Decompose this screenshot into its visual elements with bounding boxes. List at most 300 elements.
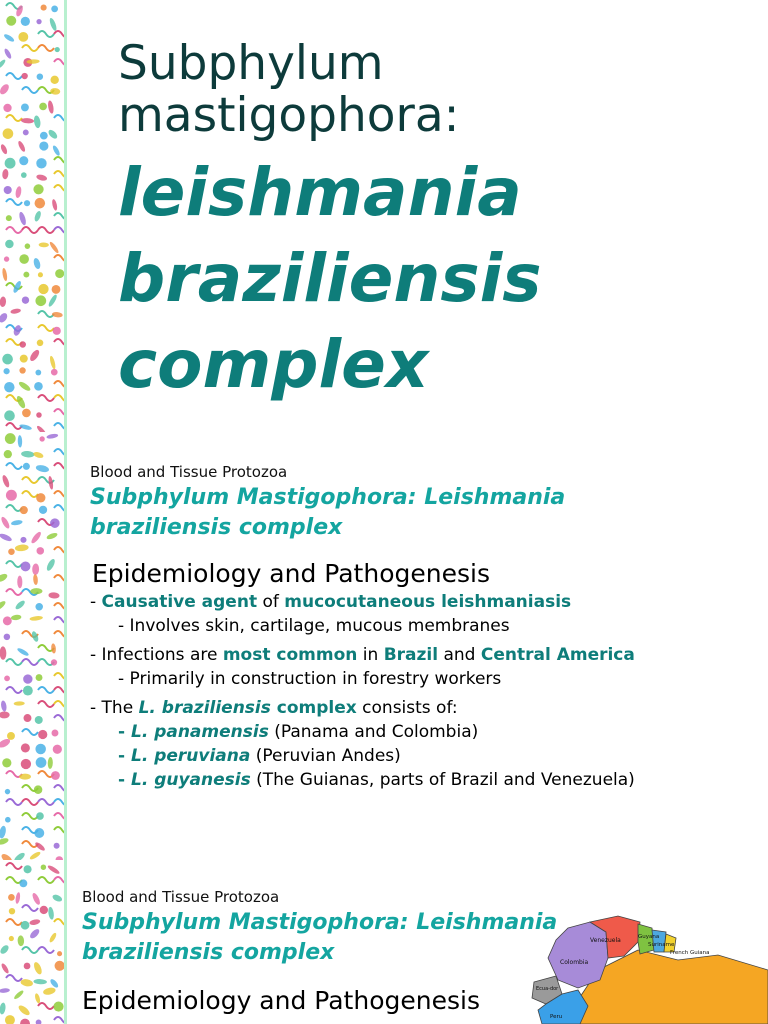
bullet-dash: - [118,770,131,790]
map-label-ecuador: Ecua-dor [536,986,559,992]
microbe-shape [3,128,14,139]
microbe-shape [3,368,9,374]
microbe-shape [54,785,64,791]
microbe-shape [36,674,43,681]
microbe-shape [50,88,61,95]
microbe-shape [52,285,61,294]
microbe-shape [31,892,41,906]
microbe-shape [14,701,25,706]
microbe-shape [25,243,31,249]
microbe-shape [6,490,17,501]
microbe-shape [38,325,54,331]
microbe-shape [34,828,44,838]
microbe-shape [17,1004,31,1017]
microbe-shape [0,312,9,324]
microbe-shape [21,17,30,26]
microbe-shape [6,687,22,693]
microbe-shape [8,894,15,901]
bullet-infections [90,645,760,665]
microbe-shape [33,115,41,129]
microbe-illustration-strip [0,0,67,432]
microbe-shape [20,978,33,987]
microbe-shape [13,851,26,860]
microbe-shape [51,5,58,12]
microbe-shape [54,631,64,637]
microbe-shape [48,757,53,769]
microbe-shape [30,588,42,594]
species-panamensis [90,722,760,742]
microbe-shape [0,600,7,612]
sub-bullet-primarily: - Primarily in construction in forestry workers [118,669,502,689]
microbe-shape [22,659,38,665]
microbe-shape [22,87,38,93]
bullet-dash: - [118,722,131,742]
microbe-shape [23,674,32,683]
highlight-text: mucocutaneous leishmaniasis [284,592,572,612]
microbe-shape [15,395,27,410]
bullet-text: - Infections are [90,645,223,665]
microbe-shape [38,701,54,707]
microbe-shape [33,184,43,194]
map-label-colombia: Colombia [560,959,589,966]
microbe-shape [15,5,24,18]
microbe-shape [54,1017,64,1023]
slide1-italic-line3: complex [118,326,429,403]
microbe-shape [38,311,54,317]
microbe-shape [38,1003,54,1009]
microbe-shape [0,646,6,660]
microbe-shape [54,843,60,849]
slide2-sub-label: Blood and Tissue Protozoa [90,463,288,481]
microbe-shape [22,905,38,911]
microbe-shape [5,817,11,823]
microbe-shape [38,799,54,805]
microbe-shape [28,348,41,362]
microbe-shape [21,73,27,79]
microbe-shape [38,947,54,953]
highlight-text: Causative agent [101,592,258,612]
microbe-shape [6,877,22,883]
microbe-shape [36,812,44,820]
microbe-shape [6,975,22,981]
species-guyanesis [90,770,760,790]
microbe-shape [34,382,43,391]
microbe-shape [19,774,31,780]
highlight-text: most common [222,645,358,665]
microbe-shape [54,449,64,455]
slide1-italic-line2: braziliensis [118,240,542,317]
microbe-shape [36,412,42,418]
microbe-shape [6,227,22,233]
microbe-shape [33,979,47,985]
microbe-shape [17,935,24,946]
microbe-shape [21,921,30,930]
microbe-shape [54,463,64,469]
slide1-title-line2: mastigophora: [118,88,460,143]
microbe-shape [24,963,31,970]
microbe-shape [49,241,60,254]
microbe-shape [2,758,11,767]
microbe-shape [37,340,44,347]
bullet-text: in [357,645,384,665]
microbe-shape [15,186,22,199]
microbe-shape [54,395,64,401]
microbe-shape [54,491,64,497]
microbe-shape [6,463,22,469]
microbe-shape [54,409,64,415]
species-region: (Peruvian Andes) [250,746,401,766]
microbe-illustration-strip [0,432,67,860]
microbe-shape [42,987,56,996]
microbe-shape [54,255,64,261]
slide2-bullet-list [90,592,760,790]
microbe-shape [1,474,10,488]
microbe-shape [33,210,42,222]
microbe-shape [22,227,38,233]
microbe-shape [20,506,28,514]
south-america-map [528,910,768,1024]
microbe-shape [41,5,47,11]
microbe-shape [0,944,10,956]
microbe-shape [36,1020,42,1024]
highlight-text: Central America [480,645,635,665]
species-region: (The Guianas, parts of Brazil and Venezuela) [250,770,635,790]
microbe-shape [48,932,57,943]
slide2-content [90,463,760,790]
microbe-shape [54,381,64,387]
microbe-shape [54,227,64,233]
microbe-shape [6,863,22,869]
microbe-shape [54,547,64,553]
microbe-shape [55,961,64,971]
microbe-pattern-top [0,0,64,432]
bullet-text: of [257,592,285,612]
microbe-shape [20,537,26,543]
microbe-shape [38,730,47,739]
highlight-text: complex [270,698,357,718]
microbe-shape [6,505,22,511]
microbe-pattern-bottom [0,860,64,1024]
bullet-text: consists of: [356,698,458,718]
microbe-shape [6,799,22,805]
microbe-shape [21,759,31,769]
microbe-shape [24,200,30,206]
bullet-complex-consists [90,698,760,718]
bullet-text: and [438,645,481,665]
map-label-french-guiana: French Guiana [670,950,710,956]
microbe-shape [0,700,7,712]
microbe-shape [54,339,64,345]
map-label-guyana: Guyana [638,934,660,940]
microbe-shape [18,435,23,447]
microbe-shape [45,558,56,572]
microbe-shape [0,711,10,718]
microbe-shape [38,227,54,233]
microbe-shape [2,354,13,365]
microbe-shape [29,851,42,860]
microbe-shape [20,355,28,363]
microbe-shape [54,687,64,693]
microbe-shape [16,647,29,657]
microbe-shape [51,893,63,903]
microbe-shape [6,919,22,925]
microbe-shape [6,16,16,26]
microbe-shape [28,928,40,940]
microbe-shape [36,757,47,768]
map-label-peru: Peru [550,1014,563,1020]
microbe-shape [38,395,54,401]
microbe-shape [57,951,62,956]
microbe-shape [54,827,64,833]
microbe-shape [22,477,38,483]
microbe-shape [36,493,45,502]
microbe-shape [38,687,54,693]
slide3-heading: Epidemiology and Pathogenesis [82,986,480,1015]
microbe-shape [4,675,10,681]
microbe-shape [39,242,49,247]
microbe-shape [3,104,11,112]
microbe-shape [54,799,64,805]
microbe-shape [5,240,13,248]
microbe-shape [52,144,61,156]
slide2-title-line2: braziliensis complex [90,515,343,540]
microbe-shape [6,561,22,567]
microbe-shape [46,532,58,541]
microbe-shape [48,17,57,31]
microbe-shape [51,199,58,211]
microbe-shape [21,561,31,571]
microbe-shape [19,879,27,887]
microbe-shape [40,906,48,914]
microbe-shape [33,451,45,459]
microbe-shape [47,100,54,114]
microbe-shape [54,185,64,191]
microbe-shape [20,1019,30,1024]
microbe-shape [4,450,12,458]
microbe-shape [17,576,22,589]
microbe-shape [47,864,61,875]
sub-bullet-involves: - Involves skin, cartilage, mucous membranes [118,616,510,636]
microbe-shape [38,45,54,51]
microbe-shape [34,993,41,1004]
microbe-shape [32,563,39,575]
microbe-shape [54,603,64,609]
microbe-shape [0,852,14,860]
microbe-shape [50,518,60,528]
microbe-shape [17,140,26,153]
microbe-shape [0,825,7,839]
microbe-shape [22,799,38,805]
microbe-shape [4,410,15,421]
microbe-shape [19,156,28,165]
species-name: L. panamensis [130,722,269,742]
slide3-title-line2: braziliensis complex [82,940,335,965]
microbe-shape [0,532,13,542]
microbe-shape [54,31,64,37]
microbe-shape [54,575,64,581]
slide2-title-line1: Subphylum Mastigophora: Leishmania [90,485,566,510]
microbe-shape [23,714,31,722]
microbe-shape [0,572,9,583]
microbe-shape [22,491,38,497]
species-name: L. guyanesis [130,770,251,790]
microbe-shape [32,961,43,975]
microbe-shape [54,115,64,121]
microbe-shape [9,936,14,941]
microbe-shape [37,73,43,79]
microbe-shape [0,143,8,155]
microbe-shape [11,519,23,526]
microbe-shape [18,380,32,392]
bullet-causative-agent [90,592,760,612]
microbe-shape [46,433,58,439]
microbe-shape [13,989,25,1000]
bullet-dash: - [90,592,102,612]
microbe-shape [18,211,27,226]
microbe-shape [0,988,10,994]
microbe-shape [38,284,48,294]
microbe-shape [9,908,15,914]
microbe-shape [10,308,21,314]
species-peruviana [90,746,760,766]
microbe-shape [53,327,61,335]
microbe-shape [2,169,9,180]
slide2-title [90,483,760,543]
slide1-italic-line1: leishmania [118,154,522,231]
microbe-shape [38,877,54,883]
slide1-title-line1: Subphylum [118,36,384,91]
microbe-shape [54,617,64,623]
species-name: L. peruviana [130,746,251,766]
microbe-shape [48,907,55,921]
microbe-shape [54,877,64,883]
microbe-shape [21,743,30,752]
microbe-shape [39,436,44,441]
microbe-shape [54,673,64,679]
microbe-shape [3,616,12,625]
microbe-shape [0,296,6,307]
microbe-shape [40,132,48,140]
microbe-shape [38,31,54,37]
microbe-shape [54,157,64,163]
microbe-shape [24,865,32,873]
slide2-heading: Epidemiology and Pathogenesis [92,559,490,588]
microbe-shape [0,1002,6,1015]
microbe-shape [52,311,63,318]
microbe-shape [35,744,46,755]
microbe-shape [21,450,35,457]
microbe-shape [54,701,64,707]
highlight-text: L. braziliensis [138,698,271,718]
microbe-shape [35,716,43,724]
microbe-shape [51,730,58,737]
microbe-shape [4,634,10,640]
slide1-title-block [118,38,758,408]
microbe-shape [54,59,64,65]
microbe-shape [15,544,29,552]
microbe-shape [54,505,64,511]
microbe-shape [18,32,28,42]
map-svg [528,910,768,1024]
microbe-shape [4,382,14,392]
microbe-shape [0,83,11,96]
microbe-shape [36,158,46,168]
microbe-shape [5,1015,15,1024]
microbe-shape [41,864,46,869]
microbe-shape [11,614,22,621]
microbe-shape [53,745,62,754]
microbe-shape [6,115,22,121]
microbe-shape [6,73,22,79]
microbe-shape [39,506,47,514]
slide1-italic-title [118,150,758,408]
microbe-shape [5,433,16,444]
microbe-shape [49,355,57,369]
slide3-title-line1: Subphylum Mastigophora: Leishmania [82,910,558,935]
microbe-shape [3,33,15,43]
microbe-shape [54,423,64,429]
microbe-shape [3,48,12,60]
microbe-shape [22,409,31,418]
microbe-shape [19,423,32,430]
microbe-shape [21,172,27,178]
microbe-shape [5,158,16,169]
microbe-shape [35,198,46,209]
microbe-shape [29,615,43,621]
microbe-shape [22,947,38,953]
highlight-text: Brazil [383,645,439,665]
microbe-shape [47,294,58,308]
slide3-sub-label: Blood and Tissue Protozoa [82,888,280,906]
microbe-shape [54,919,64,925]
bullet-text: - The [90,698,139,718]
microbe-shape [37,547,45,555]
microbe-shape [51,771,60,780]
microbe-shape [5,789,10,794]
microbe-shape [34,785,43,794]
microbe-shape [54,813,64,819]
microbe-shape [54,213,64,219]
microbe-shape [51,643,57,654]
microbe-shape [39,141,48,150]
microbe-shape [22,296,29,303]
microbe-shape [22,813,38,819]
microbe-shape [20,341,26,347]
microbe-shape [53,1001,63,1011]
microbe-shape [22,45,38,51]
microbe-shape [55,47,60,52]
microbe-shape [36,19,41,24]
microbe-shape [38,272,43,277]
microbe-shape [15,892,21,904]
microbe-shape [50,76,58,84]
microbe-shape [0,58,7,69]
microbe-shape [51,369,58,376]
microbe-shape [19,367,25,373]
microbe-shape [4,256,9,261]
microbe-shape [23,130,29,136]
microbe-shape [6,215,12,221]
microbe-shape [33,257,42,269]
microbe-shape [33,574,38,585]
microbe-shape [35,370,41,376]
microbe-shape [35,603,43,611]
species-region: (Panama and Colombia) [268,722,479,742]
microbe-shape [36,174,48,182]
microbe-shape [21,103,29,111]
microbe-shape [48,592,59,599]
microbe-shape [14,599,26,610]
